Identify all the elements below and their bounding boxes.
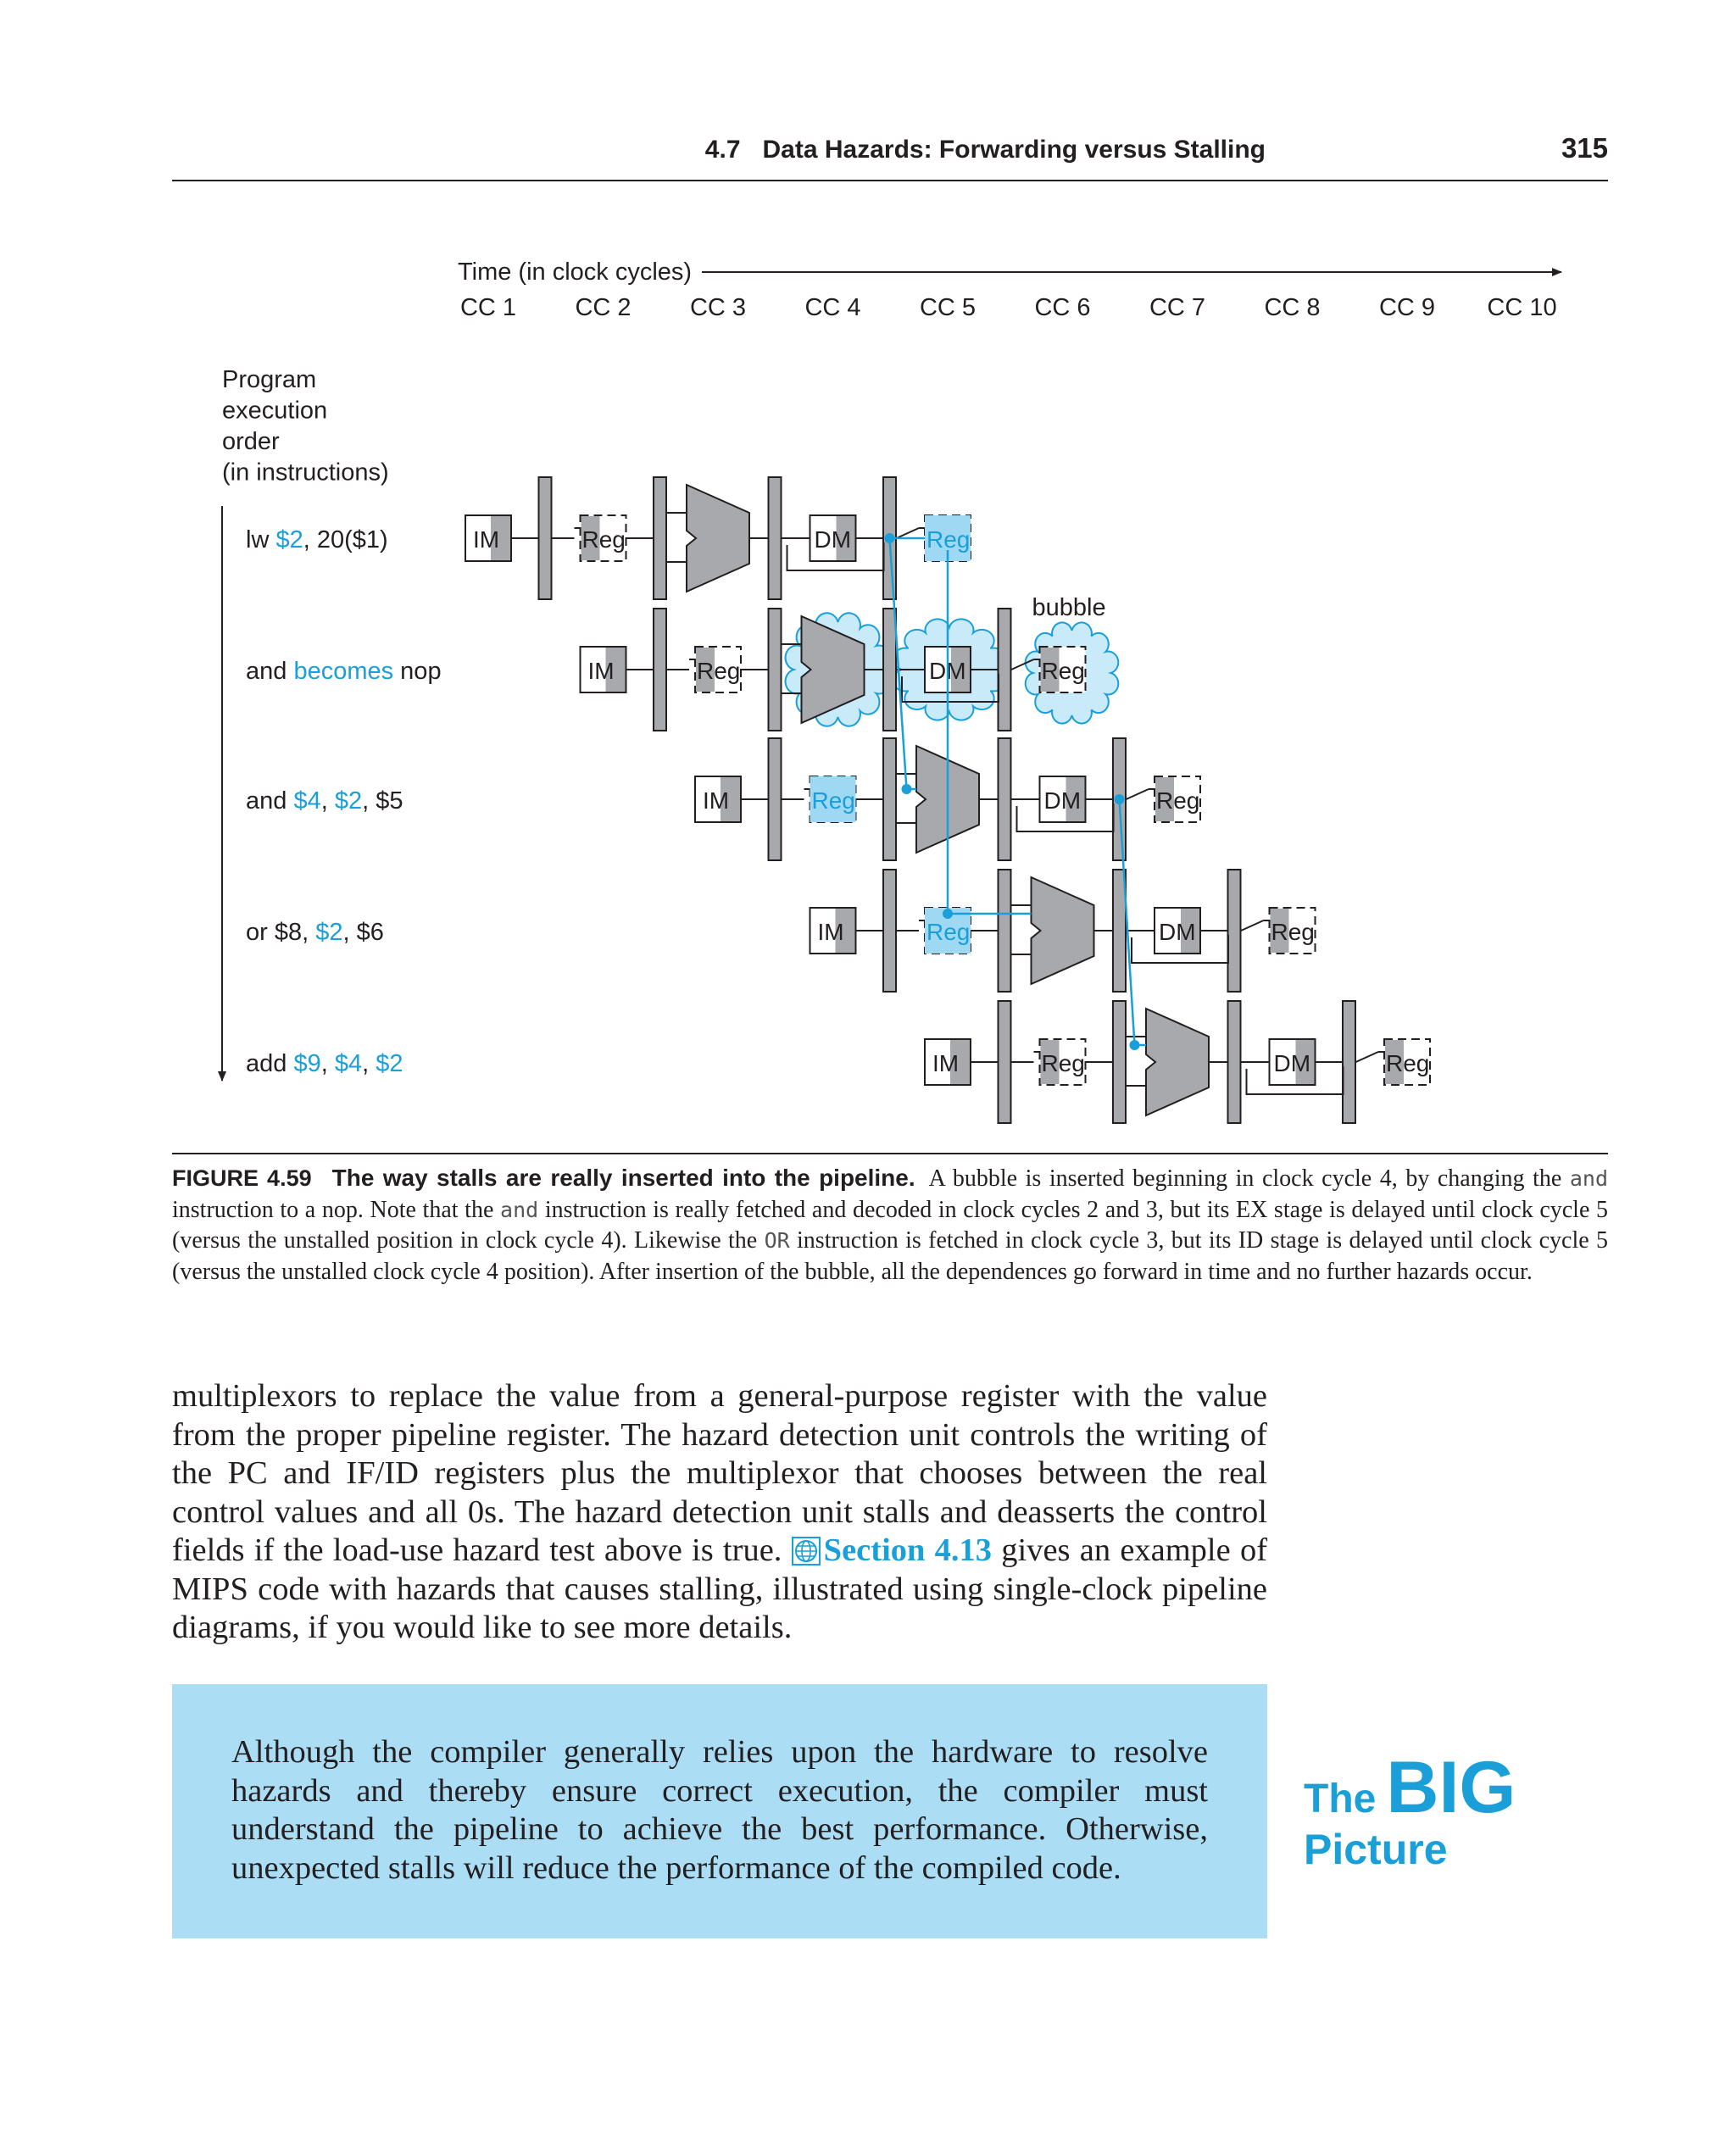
- instruction-token: ,: [320, 787, 335, 815]
- reg-label: Reg: [811, 787, 855, 814]
- figure-label: FIGURE 4.59: [172, 1165, 312, 1191]
- clock-cycle-label: CC 4: [804, 294, 861, 321]
- dm-label: DM: [929, 658, 966, 684]
- bubble-label: bubble: [1032, 594, 1106, 621]
- section-number: 4.7: [704, 136, 741, 164]
- big-picture-title: [1304, 1746, 1516, 1874]
- figure-title: The way stalls are really inserted into the pipeline.: [331, 1165, 915, 1191]
- body-paragraph: [172, 1377, 1267, 1648]
- alu-shape: [1032, 877, 1094, 984]
- clock-cycle-label: CC 2: [575, 294, 632, 321]
- pipeline-diagram: [0, 246, 1736, 1136]
- body-text: gives an example of MIPS code with hazards that causes stalling, illustrated using single-clock pipeline diagrams, if you would like to see more details.: [172, 1532, 1268, 1645]
- dm-label: DM: [814, 526, 852, 553]
- pipeline-register: [1228, 870, 1241, 992]
- instruction-token: $2: [334, 787, 363, 815]
- pipeline-register: [883, 609, 896, 731]
- figure-caption: [172, 1153, 1608, 1287]
- instruction-token: ,: [320, 1050, 335, 1077]
- datapath-wire: [1127, 789, 1149, 799]
- reg-label: Reg: [926, 526, 971, 553]
- pipeline-register: [769, 738, 782, 860]
- pipeline-register: [769, 477, 782, 599]
- order-axis-label: order: [222, 428, 280, 455]
- dm-label: DM: [1273, 1050, 1311, 1076]
- clock-cycle-label: CC 6: [1034, 294, 1091, 321]
- section-link[interactable]: [792, 1532, 992, 1568]
- section-heading: [172, 136, 1266, 164]
- datapath-wire: [1356, 1052, 1379, 1062]
- reg-label: Reg: [1386, 1050, 1430, 1076]
- big-picture-picture: Picture: [1304, 1826, 1448, 1873]
- reg-label: Reg: [926, 919, 971, 945]
- pipeline-figure: [0, 246, 1736, 1136]
- instruction-token: add: [246, 1050, 294, 1077]
- dm-label: DM: [1043, 787, 1082, 814]
- clock-cycle-label: CC 1: [459, 294, 517, 321]
- order-axis-label: Program: [222, 366, 317, 393]
- instruction-token: and: [246, 787, 294, 815]
- pipeline-register: [1113, 1001, 1126, 1123]
- globe-icon: [792, 1537, 821, 1565]
- caption-text: A bubble is inserted beginning in clock cycle 4, by changing the: [928, 1165, 1562, 1192]
- im-label: IM: [932, 1050, 960, 1076]
- im-label: IM: [473, 526, 500, 553]
- instruction-token: $2: [376, 1050, 403, 1077]
- caption-code: OR: [764, 1228, 790, 1253]
- instruction-token: $9: [293, 1050, 321, 1077]
- reg-label: Reg: [1271, 919, 1315, 945]
- running-head: [172, 127, 1608, 181]
- clock-cycle-label: CC 8: [1264, 294, 1321, 321]
- instruction-label: [246, 658, 442, 685]
- instruction-token: nop: [393, 658, 442, 685]
- instruction-token: and: [246, 658, 294, 685]
- big-picture-text: Although the compiler generally relies upon the hardware to resolve hazards and thereby ensure correct execution, the compiler must understand the pipeline to achieve the best performance. Otherwise, unexpected stalls will reduce the performance of the compiled code.: [231, 1734, 1208, 1886]
- pipeline-register: [539, 477, 552, 599]
- pipeline-register: [654, 609, 666, 731]
- order-axis-label: (in instructions): [222, 459, 389, 487]
- big-picture-the: The: [1304, 1777, 1377, 1821]
- reg-label: Reg: [1041, 1050, 1085, 1076]
- pipeline-register: [654, 477, 666, 599]
- instruction-token: $2: [275, 526, 303, 553]
- caption-text: instruction is really fetched and decoded in clock cycles 2 and 3, but its EX stage is delayed until clock cycle 5 (versus the unstalled position in clock cycle 4). Likewise the: [172, 1196, 1609, 1254]
- pipeline-register: [1343, 1001, 1355, 1123]
- reg-label: Reg: [581, 526, 626, 553]
- alu-shape: [687, 485, 749, 592]
- section-title: Data Hazards: Forwarding versus Stalling: [762, 136, 1266, 164]
- instruction-token: , $6: [342, 919, 384, 946]
- big-picture-box: [172, 1684, 1267, 1938]
- caption-code: and: [1569, 1166, 1608, 1191]
- instruction-token: , $5: [362, 787, 403, 815]
- pipeline-register: [999, 1001, 1011, 1123]
- order-axis-label: execution: [222, 397, 328, 425]
- instruction-label: [246, 1050, 403, 1077]
- reg-label: Reg: [1041, 658, 1085, 684]
- clock-cycle-label: CC 9: [1378, 294, 1436, 321]
- instruction-label: [246, 787, 403, 815]
- section-link-text[interactable]: Section 4.13: [823, 1532, 993, 1568]
- reg-label: Reg: [1156, 787, 1200, 814]
- instruction-token: , 20($1): [303, 526, 388, 553]
- instruction-token: ,: [362, 1050, 376, 1077]
- instruction-label: [246, 919, 384, 946]
- instruction-label: [246, 526, 388, 553]
- alu-shape: [1146, 1009, 1209, 1115]
- dm-label: DM: [1159, 919, 1196, 945]
- page-number: 315: [1561, 132, 1608, 164]
- instruction-token: $4: [334, 1050, 363, 1077]
- im-label: IM: [587, 658, 615, 684]
- pipeline-register: [883, 738, 896, 860]
- instruction-token: $4: [293, 787, 321, 815]
- pipeline-register: [999, 609, 1011, 731]
- time-axis-label: Time (in clock cycles): [458, 259, 693, 286]
- clock-cycle-label: CC 10: [1487, 294, 1557, 321]
- pipeline-register: [999, 870, 1011, 992]
- pipeline-register: [1228, 1001, 1241, 1123]
- instruction-token: lw: [246, 526, 276, 553]
- clock-cycle-label: CC 7: [1149, 294, 1206, 321]
- clock-cycle-label: CC 3: [689, 294, 747, 321]
- pipeline-register: [883, 870, 896, 992]
- caption-code: and: [500, 1197, 539, 1222]
- instruction-token: or $8,: [246, 919, 316, 946]
- body-text: multiplexors to replace the value from a general-purpose register with the value from the proper pipeline register. The hazard detection unit controls the writing of the PC and IF/ID registers plus the multiplexor that chooses between the real control values and all 0s. The hazard detection unit stalls and deasserts the control fields if the load-use hazard test above is true.: [172, 1378, 1267, 1568]
- im-label: IM: [703, 787, 730, 814]
- pipeline-register: [999, 738, 1011, 860]
- caption-text: instruction is fetched in clock cycle 3, but its ID stage is delayed until clock cycle 5 (versus the unstalled clock cycle 4 position). After insertion of the bubble, all the dependences go forward in time and no further hazards occur.: [172, 1227, 1609, 1285]
- caption-text: instruction to a nop. Note that the: [172, 1196, 494, 1223]
- clock-cycle-label: CC 5: [919, 294, 976, 321]
- im-label: IM: [817, 919, 844, 945]
- reg-label: Reg: [697, 658, 741, 684]
- big-picture-big: BIG: [1386, 1747, 1516, 1828]
- datapath-wire: [897, 528, 920, 538]
- datapath-wire: [1241, 920, 1264, 931]
- pipeline-register: [769, 609, 782, 731]
- instruction-token: $2: [315, 919, 343, 946]
- instruction-token: becomes: [293, 658, 394, 685]
